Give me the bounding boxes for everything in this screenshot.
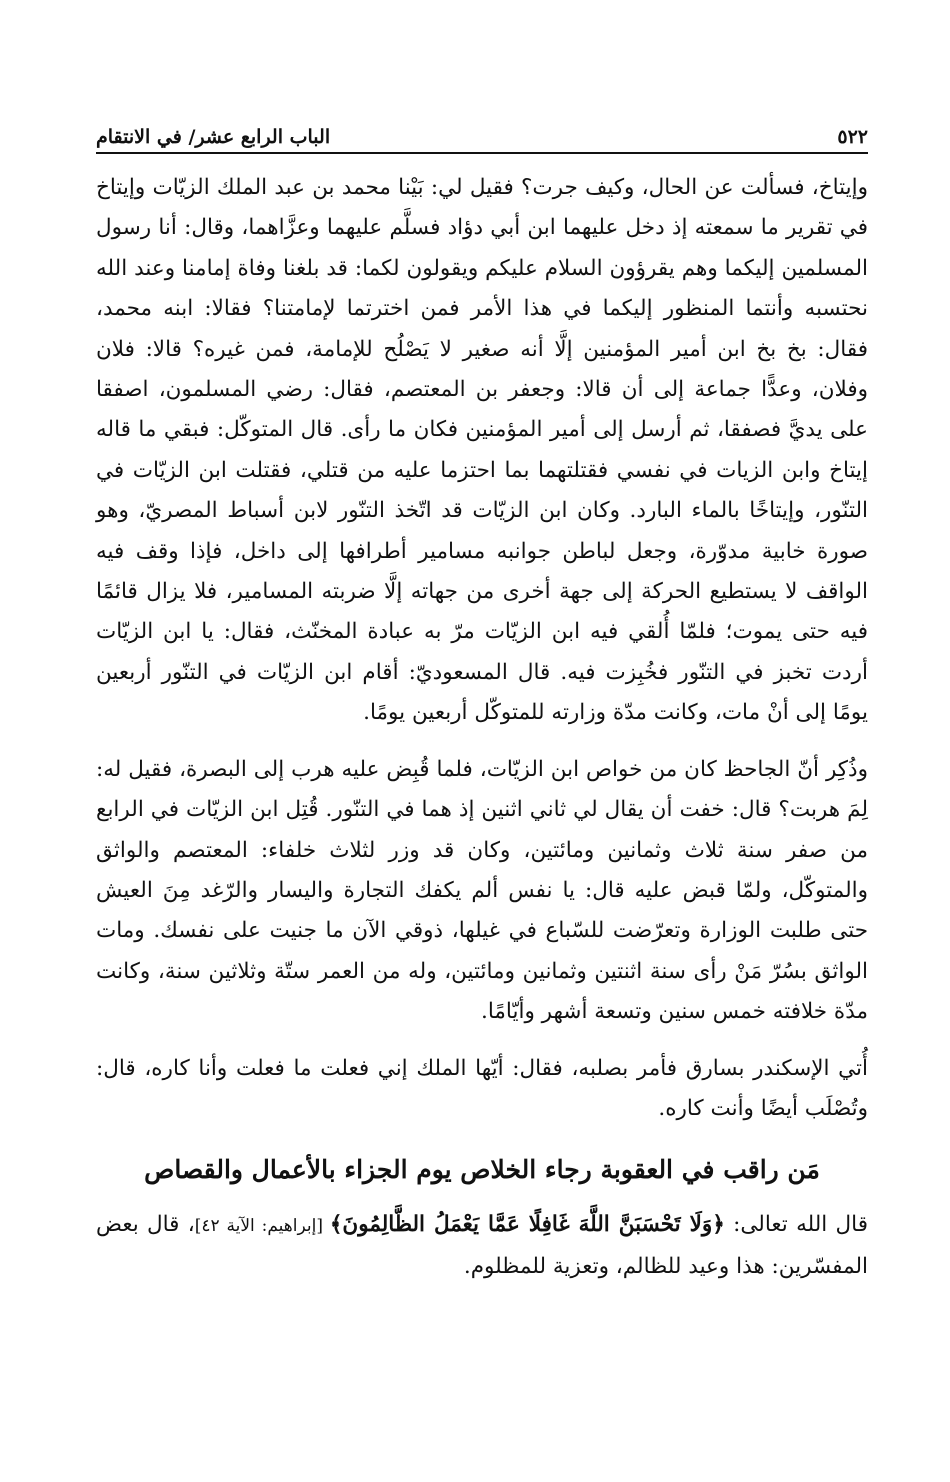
paragraph-tail: ، قال بعض المفسّرين: هذا وعيد للظالم، وتعزية للمظلوم. (96, 1212, 868, 1279)
paragraph: وإيتاخ، فسألت عن الحال، وكيف جرت؟ فقيل لي: بَيْنا محمد بن عبد الملك الزيّات وإيتاخ في تقرير ما سمعته إذ دخل عليهما ابن أبي دؤاد فسلَّم عليهما وعزَّاهما، وقال: أنا رسول المسلمين إليكما وهم يقرؤون السلام عليكم ويقولون لكما: قد بلغنا وفاة إمامنا وعند الله نحتسبه وأنتما المنظور إليكما في هذا الأمر فمن اخترتما لإمامتنا؟ فقالا: ابنه محمد، فقال: بخ بخ ابن أمير المؤمنين إلَّا أنه صغير لا يَصْلُح للإمامة، فمن غيره؟ قالا: فلان وفلان، وعدًّا جماعة إلى أن قالا: وجعفر بن المعتصم، فقال: رضي المسلمون، اصفقا على يديَّ فصفقا، ثم أرسل إلى أمير المؤمنين فكان ما رأى. قال المتوكّل: فبقي ما قاله إيتاخ وابن الزيات في نفسي فقتلتهما بما احتزما عليه من قتلي، فقتلت ابن الزيّات في التنّور، وإيتاخًا بالماء البارد. وكان ابن الزيّات قد اتّخذ التنّور لابن أسباط المصريّ، وهو صورة خابية مدوّرة، وجعل لباطن جوانبه مسامير أطرافها إلى داخل، فإذا وقف فيه الواقف لا يستطيع الحركة إلى جهة أخرى من جهاته إلَّا ضربته المسامير، فلا يزال قائمًا فيه حتى يموت؛ فلمّا أُلقي فيه ابن الزيّات مرّ به عبادة المخنّث، فقال: يا ابن الزيّات أردت تخبز في التنّور فخُبِزت فيه. قال المسعوديّ: أقام ابن الزيّات في التنّور أربعين يومًا إلى أنْ مات، وكانت مدّة وزارته للمتوكّل أربعين يومًا. (96, 175, 868, 726)
main-text (96, 168, 868, 1287)
verse-citation: [إبراهيم: الآية ٤٢] (194, 1216, 330, 1237)
header-divider (96, 152, 868, 154)
running-header (96, 108, 868, 148)
chapter-title: الباب الرابع عشر/ في الانتقام (96, 126, 331, 148)
page-number: ٥٢٢ (837, 126, 868, 148)
quran-verse: ﴿وَلَا تَحْسَبَنَّ اللَّهَ غَافِلًا عَمَّا يَعْمَلُ الظَّالِمُونَ﴾ (329, 1212, 725, 1238)
paragraph-lead: قال الله تعالى: (724, 1212, 868, 1238)
paragraph: وذُكِر أنّ الجاحظ كان من خواص ابن الزيّات، فلما قُبِض عليه هرب إلى البصرة، فقيل له: لِمَ هربت؟ قال: خفت أن يقال لي ثاني اثنين إذ هما في التنّور. قُتِل ابن الزيّات في الرابع من صفر سنة ثلاث وثمانين ومائتين، وكان قد وزر لثلاث خلفاء: المعتصم والواثق والمتوكّل، ولمّا قبض عليه قال: يا نفس ألم يكفك التجارة واليسار والرّغد مِنَ العيش حتى طلبت الوزارة وتعرّضت للسّباع في غيلها، ذوقي الآن ما جنيت على نفسك. ومات الواثق بسُرّ مَنْ رأى سنة اثنتين وثمانين ومائتين، وله من العمر ستّة وثلاثين سنة، وكانت مدّة خلافته خمس سنين وتسعة أشهر وأيّامًا. (96, 756, 868, 1025)
paragraph (96, 1205, 868, 1287)
paragraph: أُتي الإسكندر بسارق فأمر بصلبه، فقال: أيّها الملك إني فعلت ما فعلت وأنا كاره، قال: وتُصْلَب أيضًا وأنت كاره. (96, 1055, 868, 1121)
section-heading: مَن راقب في العقوبة رجاء الخلاص يوم الجزاء بالأعمال والقصاص (144, 1155, 820, 1185)
